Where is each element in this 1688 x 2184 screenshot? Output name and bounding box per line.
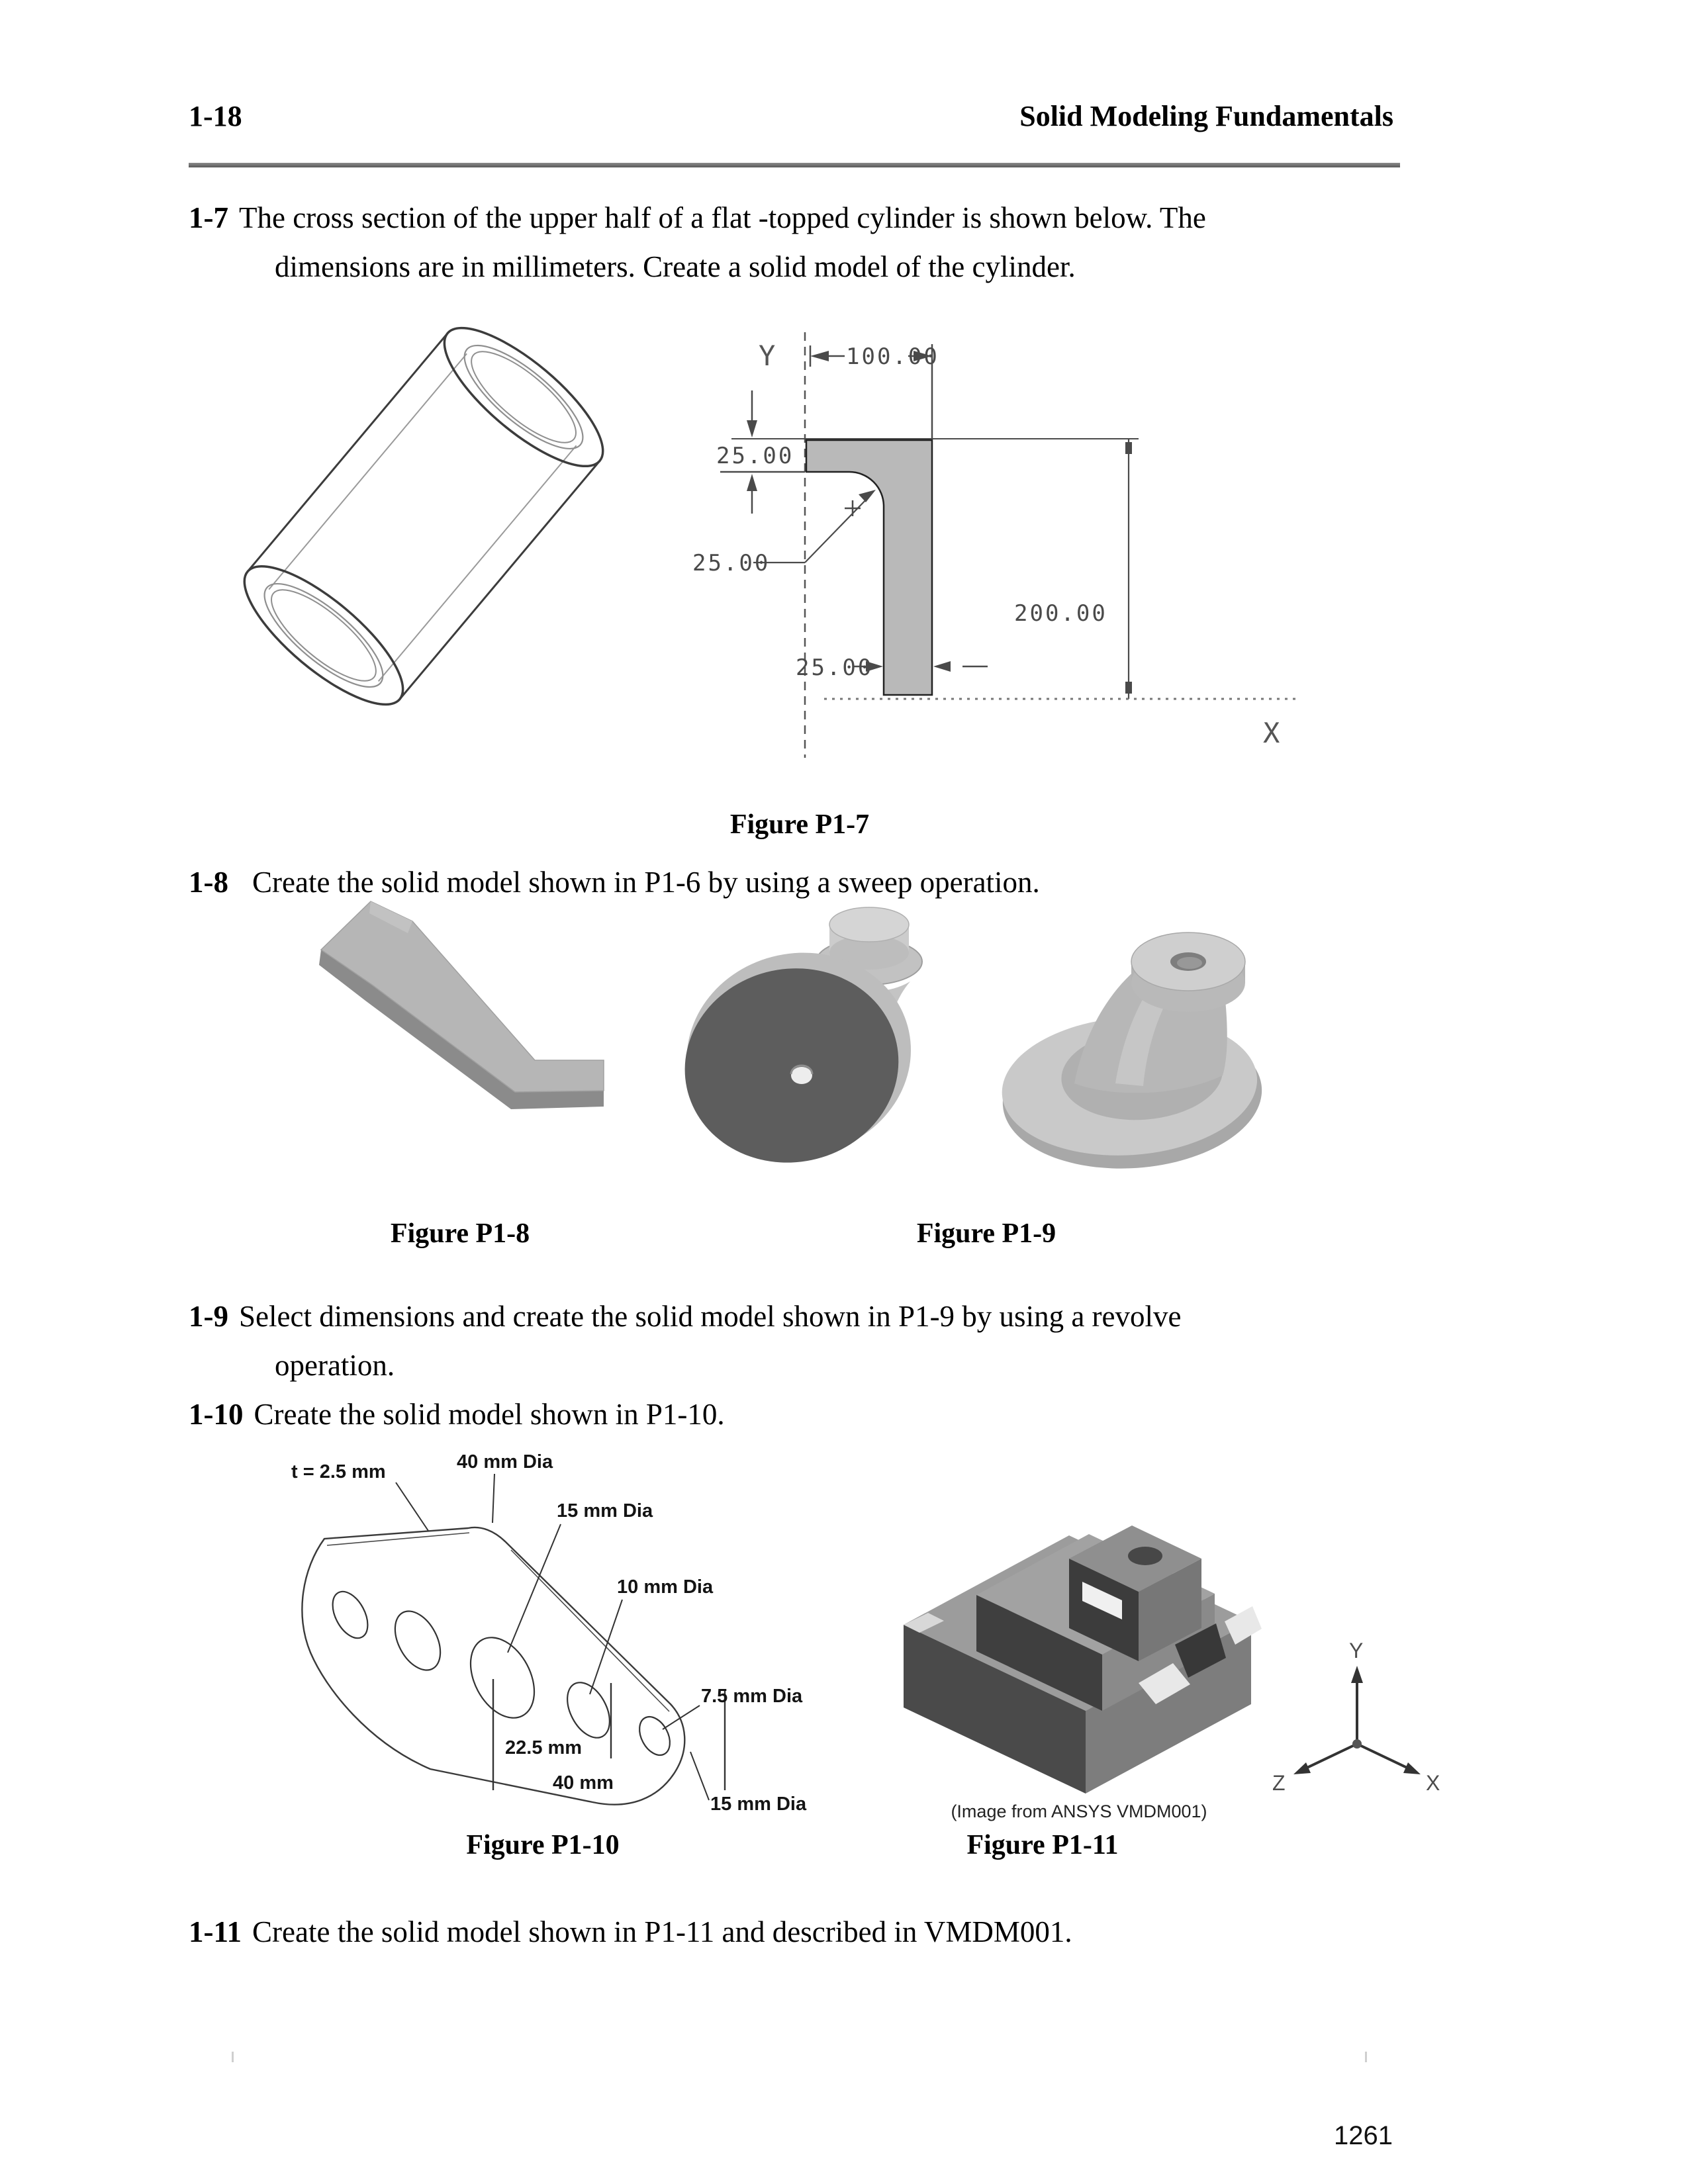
- dim-25-thickness-arrow-up: [747, 474, 757, 491]
- dim-25-radius-arrow: [859, 490, 876, 502]
- figure-p1-7-cylinder-wireframe: [212, 301, 635, 731]
- label-dia-7-5: 7.5 mm Dia: [701, 1686, 803, 1707]
- problem-number: 1-8: [189, 866, 228, 899]
- cylinder-bottom-bore-inner: [259, 576, 388, 694]
- cylinder-bottom-rim: [226, 545, 422, 726]
- label-dia-15: 15 mm Dia: [557, 1500, 653, 1522]
- x-axis-label: X: [1263, 717, 1280, 749]
- problem-number: 1-10: [189, 1398, 244, 1431]
- dim-100-label: 100.00: [846, 343, 939, 370]
- dim-25-thickness-arrow-down: [747, 420, 757, 437]
- label-40-mm: 40 mm: [553, 1772, 614, 1794]
- axis-z-arrow: [1293, 1762, 1311, 1774]
- dim-200-label: 200.00: [1014, 600, 1107, 627]
- figure-p1-8-model: [291, 887, 635, 1165]
- problem-text: Create the solid model shown in P1-11 and described in VMDM001.: [252, 1915, 1072, 1948]
- dim-25-width-label: 25.00: [796, 655, 874, 681]
- figure-caption-p1-10: Figure P1-10: [466, 1830, 620, 1860]
- problem-1-7-line2: dimensions are in millimeters. Create a solid model of the cylinder.: [275, 250, 1076, 283]
- problem-1-9-line2: operation.: [275, 1349, 395, 1382]
- figure-p1-11-block-model: [827, 1426, 1440, 1803]
- cone-cap-hole-inner: [1177, 957, 1202, 969]
- figure-p1-10-plate-drawing: [261, 1420, 824, 1830]
- figure-caption-p1-8: Figure P1-8: [390, 1218, 530, 1249]
- problem-text: Select dimensions and create the solid model shown in P1-9 by using a revolve: [239, 1300, 1182, 1333]
- header-title: Solid Modeling Fundamentals: [1019, 100, 1393, 132]
- figure-caption-p1-9: Figure P1-9: [916, 1218, 1056, 1249]
- label-dia-40: 40 mm Dia: [457, 1451, 553, 1473]
- header-page-number: 1-18: [189, 100, 242, 132]
- top-block-hole: [1128, 1547, 1162, 1565]
- dim-25-radius-leader: [753, 494, 871, 563]
- pedestal-center-hole: [791, 1067, 812, 1084]
- cylinder-bore-line: [269, 353, 467, 589]
- y-axis-label: Y: [759, 340, 776, 372]
- scan-artifact-mark: [1365, 2052, 1367, 2062]
- dim-25-thickness-label: 25.00: [716, 443, 794, 469]
- cylinder-side-line: [248, 334, 447, 572]
- figure-p1-9-model-front: [659, 897, 950, 1185]
- label-dia-10: 10 mm Dia: [617, 1576, 714, 1598]
- figure-p1-11-credit: (Image from ANSYS VMDM001): [951, 1801, 1207, 1821]
- problem-text: Create the solid model shown in P1-10.: [254, 1398, 725, 1431]
- problem-1-7: [189, 193, 1206, 291]
- problem-number: 1-11: [189, 1915, 242, 1948]
- pedestal-cap-top: [829, 907, 909, 942]
- problem-1-11: [189, 1907, 1072, 1956]
- axis-x-line: [1357, 1744, 1413, 1770]
- figure-p1-7-cross-section: [675, 298, 1304, 761]
- page-number: 1261: [1334, 2121, 1393, 2150]
- figure-caption-p1-11: Figure P1-11: [966, 1830, 1119, 1860]
- problem-1-7-line1: [189, 193, 1206, 242]
- axis-z-line: [1301, 1744, 1357, 1770]
- cylinder-bore-line: [379, 445, 577, 681]
- cylinder-wireframe: [226, 307, 622, 726]
- problem-text: Create the solid model shown in P1-6 by using a sweep operation.: [252, 866, 1040, 899]
- axis-x-arrow: [1403, 1762, 1421, 1774]
- problem-number: 1-9: [189, 1300, 228, 1333]
- header-rule: [189, 163, 1400, 167]
- dim-25-width-arrow-left: [933, 661, 951, 672]
- figure-caption-p1-7: Figure P1-7: [729, 809, 870, 840]
- axis-z-label: Z: [1272, 1771, 1286, 1795]
- problem-number: 1-7: [189, 201, 228, 234]
- scan-artifact-mark: [232, 2052, 234, 2062]
- figure-p1-9-model-top: [990, 917, 1281, 1185]
- label-22-5-mm: 22.5 mm: [505, 1737, 583, 1758]
- cylinder-bottom-bore: [250, 568, 397, 703]
- dim-25-radius-label: 25.00: [692, 550, 771, 576]
- dim-200-marker-bottom: [1125, 682, 1132, 694]
- axis-x-label: X: [1426, 1771, 1440, 1795]
- problem-1-9-line1: [189, 1292, 1181, 1341]
- cylinder-top-bore: [450, 330, 597, 465]
- dim-200-marker-top: [1125, 442, 1132, 454]
- dim-100-arrow-left: [810, 351, 829, 361]
- axis-y-label: Y: [1349, 1639, 1364, 1662]
- label-thickness: t = 2.5 mm: [291, 1461, 386, 1482]
- label-dia-15-edge: 15 mm Dia: [710, 1794, 807, 1815]
- axis-hub: [1352, 1739, 1362, 1749]
- problem-1-9: [189, 1292, 1181, 1390]
- axis-y-arrow: [1351, 1666, 1363, 1683]
- cylinder-side-line: [400, 461, 600, 699]
- problem-text: The cross section of the upper half of a flat -topped cylinder is shown below. The: [239, 201, 1206, 234]
- cylinder-top-rim: [426, 307, 622, 488]
- cylinder-top-bore-inner: [459, 338, 588, 456]
- axis-triad: [1272, 1639, 1440, 1795]
